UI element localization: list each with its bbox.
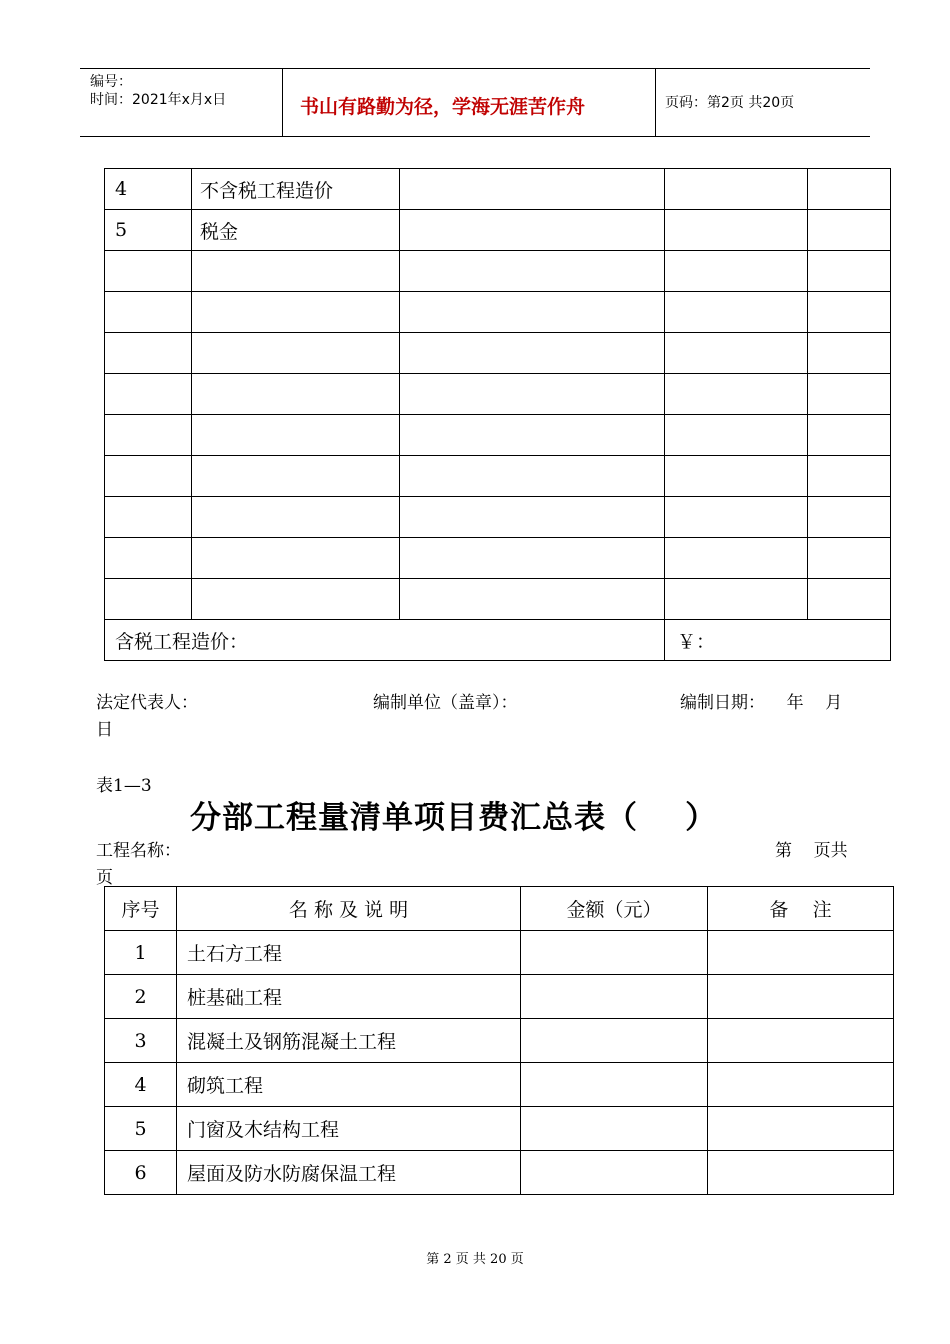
row-cell	[400, 538, 665, 579]
row-cell	[665, 169, 808, 210]
page-title: 分部工程量清单项目费汇总表（ ）	[190, 800, 718, 836]
row-item-name	[192, 333, 400, 374]
row-number: 5	[105, 210, 192, 251]
table-row	[105, 456, 891, 497]
row-remark-cell	[708, 931, 894, 975]
row-remark-cell	[708, 1151, 894, 1195]
row-number	[105, 538, 192, 579]
row-item-name	[192, 292, 400, 333]
row-item-name: 不含税工程造价	[192, 169, 400, 210]
row-cell	[400, 579, 665, 620]
row-item-name	[192, 579, 400, 620]
row-cell	[400, 169, 665, 210]
row-number	[105, 333, 192, 374]
row-number	[105, 456, 192, 497]
legal-rep-label: 法定代表人：	[96, 693, 198, 713]
row-number: 3	[105, 1019, 177, 1063]
header-remark: 备 注	[708, 887, 894, 931]
row-cell	[808, 415, 891, 456]
row-number	[105, 579, 192, 620]
table-row	[105, 333, 891, 374]
row-item-name	[192, 538, 400, 579]
row-cell	[665, 333, 808, 374]
summary-table	[104, 886, 894, 1195]
date-label: 编制日期： 年 月	[680, 693, 843, 713]
total-label: 含税工程造价：	[105, 620, 665, 661]
row-cell	[808, 210, 891, 251]
row-amount-cell	[521, 1151, 708, 1195]
row-cell	[808, 579, 891, 620]
header-divider-left	[282, 69, 283, 136]
row-item-name: 混凝土及钢筋混凝土工程	[177, 1019, 521, 1063]
table-row	[105, 374, 891, 415]
row-cell	[808, 456, 891, 497]
table-row	[105, 210, 891, 251]
row-cell	[665, 415, 808, 456]
row-item-name: 门窗及木结构工程	[177, 1107, 521, 1151]
currency-label: ￥：	[665, 620, 891, 661]
summary-header-row	[105, 887, 894, 931]
row-item-name	[192, 415, 400, 456]
row-cell	[808, 333, 891, 374]
row-cell	[808, 374, 891, 415]
row-cell	[400, 210, 665, 251]
unit-label: 编制单位（盖章）：	[373, 693, 518, 713]
table-row	[105, 415, 891, 456]
header-divider-right	[655, 69, 656, 136]
row-number: 4	[105, 1063, 177, 1107]
table-row	[105, 579, 891, 620]
header-top-rule	[80, 68, 870, 69]
row-number: 5	[105, 1107, 177, 1151]
row-cell	[665, 251, 808, 292]
row-number: 2	[105, 975, 177, 1019]
time-label: 时间：2021年x月x日	[90, 92, 227, 108]
row-cell	[665, 456, 808, 497]
table-row	[105, 497, 891, 538]
table-row	[105, 975, 894, 1019]
row-item-name: 砌筑工程	[177, 1063, 521, 1107]
row-amount-cell	[521, 931, 708, 975]
row-cell	[808, 538, 891, 579]
row-item-name: 土石方工程	[177, 931, 521, 975]
row-cell	[400, 497, 665, 538]
header-bottom-rule	[80, 136, 870, 137]
row-cell	[665, 374, 808, 415]
row-number	[105, 251, 192, 292]
row-number	[105, 374, 192, 415]
table-number: 表1—3	[96, 776, 152, 796]
row-item-name	[192, 251, 400, 292]
row-cell	[808, 169, 891, 210]
total-row	[105, 620, 891, 661]
date-day-label: 日	[96, 720, 113, 740]
row-cell	[400, 415, 665, 456]
row-item-name: 税金	[192, 210, 400, 251]
table-row	[105, 292, 891, 333]
row-cell	[665, 292, 808, 333]
header-name: 名 称 及 说 明	[177, 887, 521, 931]
table-row	[105, 1151, 894, 1195]
row-remark-cell	[708, 975, 894, 1019]
row-cell	[400, 456, 665, 497]
page-footer: 第 2 页 共 20 页	[426, 1252, 524, 1267]
row-cell	[665, 579, 808, 620]
row-number	[105, 292, 192, 333]
row-item-name: 桩基础工程	[177, 975, 521, 1019]
row-cell	[808, 497, 891, 538]
page-count-label: 第 页共	[775, 841, 848, 861]
table-row	[105, 931, 894, 975]
table-row	[105, 251, 891, 292]
table-row	[105, 538, 891, 579]
row-number	[105, 415, 192, 456]
summary-table-body	[105, 931, 894, 1195]
row-item-name	[192, 456, 400, 497]
table-row	[105, 1019, 894, 1063]
header-amount: 金额（元）	[521, 887, 708, 931]
row-number	[105, 497, 192, 538]
row-cell	[665, 497, 808, 538]
page-count-label-2: 页	[96, 868, 113, 888]
row-cell	[400, 333, 665, 374]
row-remark-cell	[708, 1063, 894, 1107]
serial-label: 编号：	[90, 74, 132, 90]
row-number: 4	[105, 169, 192, 210]
row-item-name	[192, 497, 400, 538]
row-cell	[400, 251, 665, 292]
table-row	[105, 169, 891, 210]
row-remark-cell	[708, 1019, 894, 1063]
row-cell	[400, 374, 665, 415]
header-index: 序号	[105, 887, 177, 931]
row-remark-cell	[708, 1107, 894, 1151]
row-number: 6	[105, 1151, 177, 1195]
row-number: 1	[105, 931, 177, 975]
row-cell	[665, 210, 808, 251]
row-amount-cell	[521, 1063, 708, 1107]
project-name-label: 工程名称：	[96, 841, 181, 861]
table-row	[105, 1107, 894, 1151]
row-cell	[808, 251, 891, 292]
table-row	[105, 1063, 894, 1107]
row-item-name	[192, 374, 400, 415]
header-motto: 书山有路勤为径，学海无涯苦作舟	[300, 96, 586, 118]
row-amount-cell	[521, 1019, 708, 1063]
row-cell	[400, 292, 665, 333]
cost-table	[104, 168, 891, 661]
header-page-info: 页码：第2页 共20页	[665, 95, 795, 111]
row-item-name: 屋面及防水防腐保温工程	[177, 1151, 521, 1195]
row-cell	[808, 292, 891, 333]
cost-table-body	[105, 169, 891, 620]
row-amount-cell	[521, 975, 708, 1019]
row-cell	[665, 538, 808, 579]
row-amount-cell	[521, 1107, 708, 1151]
